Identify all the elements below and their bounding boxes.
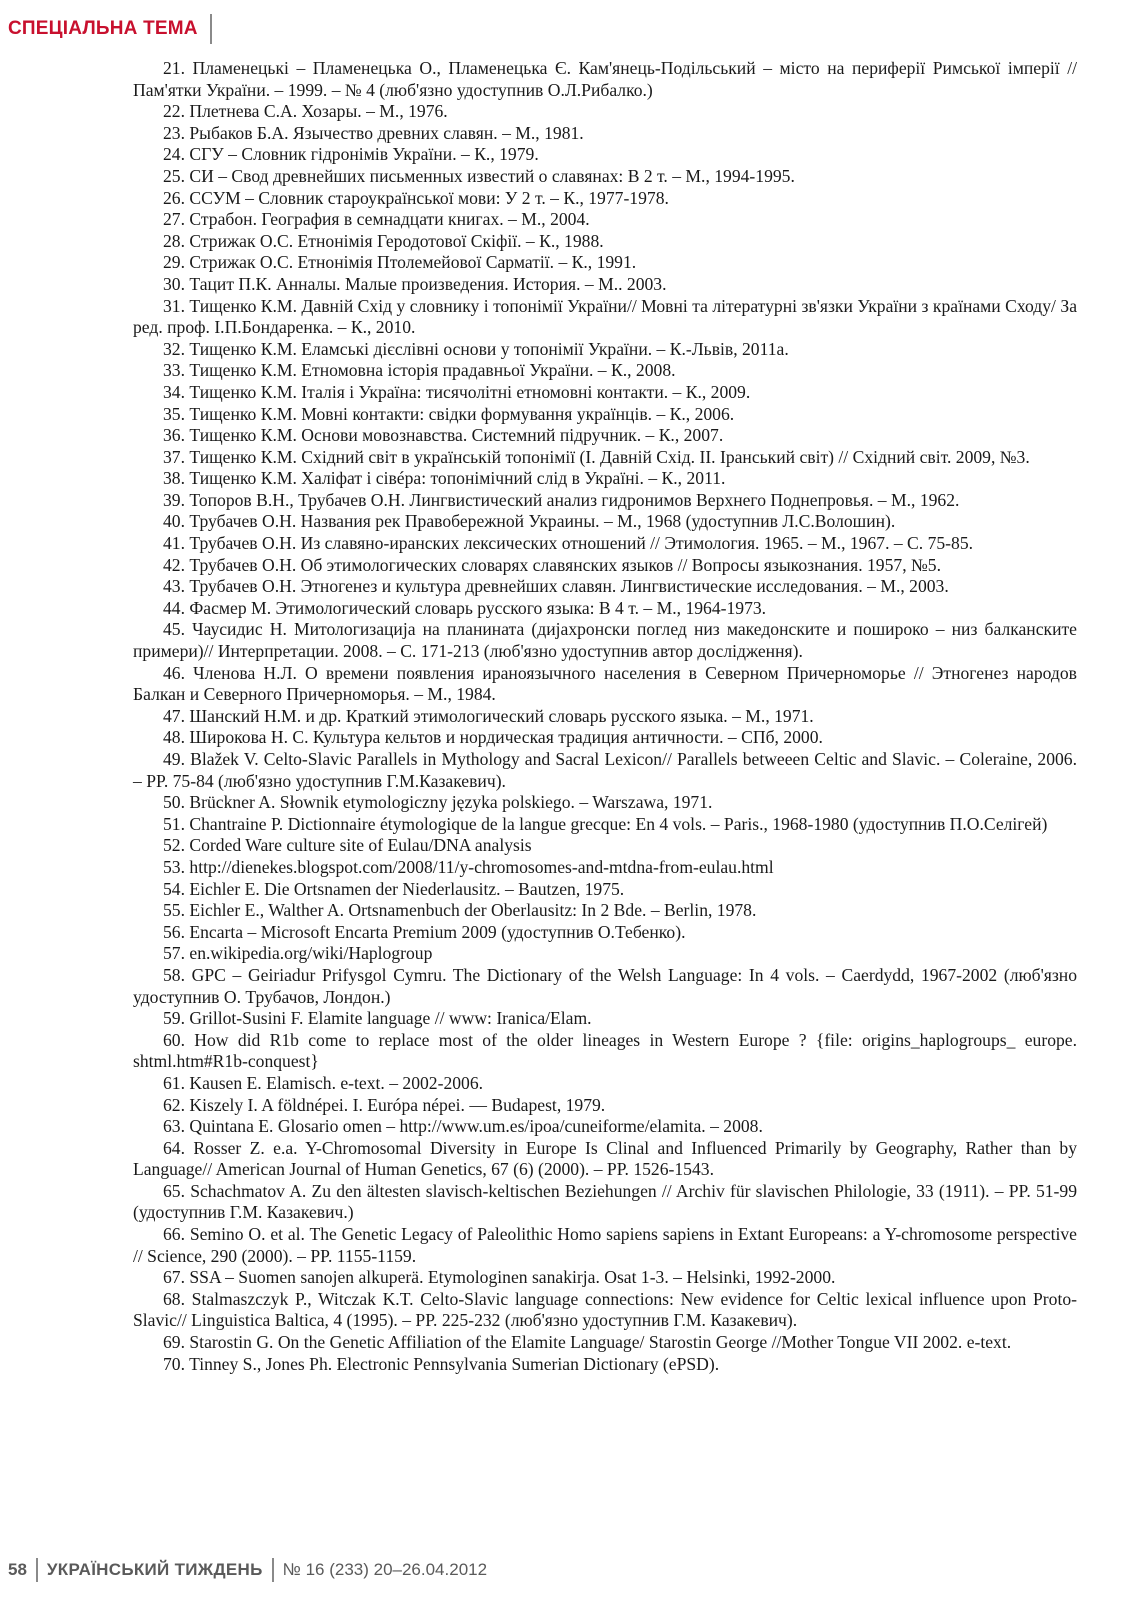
reference-item: 39. Топоров В.Н., Трубачев О.Н. Лингвистический анализ гидронимов Верхнего Поднепровья. – М., 1962. (163, 489, 960, 510)
reference-item: 38. Тищенко К.М. Халіфат і сівéра: топонімічний слід в Україні. – К., 2011. (163, 468, 726, 489)
reference-item: 69. Starostin G. On the Genetic Affiliation of the Elamite Language/ Starostin George //Mother Tongue VII 2002. e-text. (163, 1332, 1012, 1353)
reference-item: 64. Rosser Z. e.a. Y-Chromosomal Diversity in Europe Is Clinal and Influenced Primarily by Geography, Rather than by Language// American Journal of Human Genetics, 67 (6) (2000). – PP. 1526-1543. (133, 1137, 1077, 1180)
reference-item: 30. Тацит П.К. Анналы. Малые произведения. История. – М.. 2003. (163, 273, 667, 294)
reference-item: 24. СГУ – Словник гідронімів України. – К., 1979. (163, 144, 539, 165)
reference-item: 37. Тищенко К.М. Східний світ в українській топонімії (І. Давній Схід. ІІ. Іранський світ) // Східний світ. 2009, №3. (163, 446, 1030, 467)
reference-item: 26. ССУМ – Словник староукраїнської мови: У 2 т. – К., 1977-1978. (163, 187, 669, 208)
footer-divider (272, 1558, 274, 1582)
reference-item: 49. Blažek V. Celto-Slavic Parallels in Mythology and Sacral Lexicon// Parallels betweeen Celtic and Slavic. – Coleraine, 2006. – PP. 75-84 (люб'язно удоступнив Г.М.Казакевич). (133, 749, 1077, 791)
reference-item: 65. Schachmatov A. Zu den ältesten slavisch-keltischen Beziehungen // Archiv für slavischen Philologie, 33 (1911). – PP. 51-99 (удоступнив Г.М. Казакевич.) (133, 1180, 1077, 1223)
reference-item: 55. Eichler E., Walther A. Ortsnamenbuch der Oberlausitz: In 2 Bde. – Berlin, 1978. (163, 900, 757, 921)
reference-item: 32. Тищенко К.М. Еламські дієслівні основи у топонімії України. – К.-Львів, 2011а. (163, 338, 789, 359)
reference-item: 28. Стрижак О.С. Етнонімія Геродотової Скіфії. – К., 1988. (163, 230, 604, 251)
reference-item: 29. Стрижак О.С. Етнонімія Птолемейової Сарматії. – К., 1991. (163, 252, 637, 273)
reference-item: 56. Encarta – Microsoft Encarta Premium 2009 (удоступнив О.Тебенко). (163, 921, 686, 942)
section-header (8, 14, 212, 44)
reference-item: 48. Широкова Н. С. Культура кельтов и нордическая традиция античности. – СПб, 2000. (163, 727, 823, 748)
reference-item: 21. Пламенецькі – Пламенецька О., Пламенецька Є. Кам'янець-Подільський – місто на периферії Римської імперії // Пам'ятки України. – 1999. – № 4 (люб'язно удоступнив О.Л.Рибалко.) (133, 58, 1077, 100)
section-title: СПЕЦІАЛЬНА ТЕМА (8, 18, 198, 39)
section-divider (210, 14, 212, 44)
reference-item: 42. Трубачев О.Н. Об этимологических словарях славянских языков // Вопросы языкознания. 1957, №5. (163, 554, 941, 575)
reference-item: 61. Kausen E. Elamisch. e-text. – 2002-2006. (163, 1072, 484, 1093)
reference-item: 36. Тищенко К.М. Основи мовознавства. Системний підручник. – К., 2007. (163, 425, 724, 446)
reference-item: 23. Рыбаков Б.А. Язычество древних славян. – М., 1981. (163, 122, 584, 143)
reference-item: 44. Фасмер М. Этимологический словарь русского языка: В 4 т. – М., 1964-1973. (163, 597, 767, 618)
issue-info: № 16 (233) 20–26.04.2012 (282, 1560, 488, 1579)
reference-item: 43. Трубачев О.Н. Этногенез и культура древнейших славян. Лингвистические исследования. – М., 2003. (163, 576, 949, 597)
reference-item: 68. Stalmaszczyk P., Witczak K.T. Celto-Slavic language connections: New evidence for Celtic lexical influence upon Proto-Slavic// Linguistica Baltica, 4 (1995). – PP. 225-232 (люб'язно удоступнив Г.М. Казакевич). (133, 1288, 1077, 1331)
magazine-title: УКРАЇНСЬКИЙ ТИЖДЕНЬ (46, 1560, 263, 1579)
reference-item: 53. http://dienekes.blogspot.com/2008/11/y-chromosomes-and-mtdna-from-eulau.html (163, 856, 774, 877)
reference-item: 51. Chantraine P. Dictionnaire étymologique de la langue grecque: En 4 vols. – Paris., 1968-1980 (удоступнив П.О.Селігей) (163, 813, 1048, 834)
reference-item: 41. Трубачев О.Н. Из славяно-иранских лексических отношений // Этимология. 1965. – М., 1967. – С. 75-85. (163, 533, 974, 554)
reference-item: 40. Трубачев О.Н. Названия рек Правобережной Украины. – М., 1968 (удоступнив Л.С.Волошин). (163, 511, 896, 532)
reference-item: 27. Страбон. География в семнадцати книгах. – М., 2004. (163, 209, 590, 230)
reference-item: 62. Kiszely I. A földnépei. I. Európa népei. — Budapest, 1979. (163, 1094, 606, 1115)
reference-item: 22. Плетнева С.А. Хозары. – М., 1976. (163, 101, 448, 122)
reference-item: 67. SSA – Suomen sanojen alkuperä. Etymologinen sanakirja. Osat 1-3. – Helsinki, 1992-2000. (163, 1267, 836, 1288)
reference-item: 45. Чаусидис Н. Митологизација на планината (дијахронски поглед низ македонските и пошироко – низ балканските примери)// Интерпретации. 2008. – С. 171-213 (люб'язно удоступнив автор дослідження). (133, 619, 1077, 662)
reference-list (133, 58, 1077, 1375)
reference-item: 52. Corded Ware culture site of Eulau/DNA analysis (163, 835, 532, 856)
reference-item: 31. Тищенко К.М. Давній Схід у словнику і топонімії України// Мовні та літературні зв'язки України з країнами Сходу/ За ред. проф. І.П.Бондаренка. – К., 2010. (133, 295, 1077, 338)
page-footer (8, 1556, 487, 1584)
page-number: 58 (8, 1560, 27, 1579)
reference-item: 60. How did R1b come to replace most of the older lineages in Western Europe ? {file: origins_haplogroups_ europe. shtml.htm#R1b-conquest} (133, 1029, 1077, 1072)
reference-item: 59. Grillot-Susini F. Elamite language // www: Iranica/Elam. (163, 1008, 592, 1029)
reference-item: 33. Тищенко К.М. Етномовна історія прадавньої України. – К., 2008. (163, 360, 676, 381)
reference-item: 25. СИ – Свод древнейших письменных известий о славянах: В 2 т. – М., 1994-1995. (163, 165, 795, 186)
reference-item: 35. Тищенко К.М. Мовні контакти: свідки формування українців. – К., 2006. (163, 403, 735, 424)
reference-item: 70. Tinney S., Jones Ph. Electronic Pennsylvania Sumerian Dictionary (ePSD). (163, 1353, 720, 1374)
reference-item: 58. GPC – Geiriadur Prifysgol Cymru. The Dictionary of the Welsh Language: In 4 vols. – Caerdydd, 1967-2002 (люб'язно удоступнив О. Трубачов, Лондон.) (133, 964, 1077, 1007)
reference-item: 54. Eichler E. Die Ortsnamen der Niederlausitz. – Bautzen, 1975. (163, 878, 625, 899)
footer-divider (36, 1558, 38, 1582)
reference-item: 34. Тищенко К.М. Італія і Україна: тисячолітні етномовні контакти. – К., 2009. (163, 381, 751, 402)
reference-item: 47. Шанский Н.М. и др. Краткий этимологический словарь русского языка. – М., 1971. (163, 705, 814, 726)
reference-item: 66. Semino O. et al. The Genetic Legacy of Paleolithic Homo sapiens sapiens in Extant Europeans: a Y-chromosome perspective // Science, 290 (2000). – PP. 1155-1159. (133, 1224, 1077, 1266)
reference-item: 57. en.wikipedia.org/wiki/Haplogroup (163, 943, 433, 964)
reference-item: 63. Quintana E. Glosario omen – http://www.um.es/ipoa/cuneiforme/elamita. – 2008. (163, 1116, 763, 1137)
reference-item: 46. Членова Н.Л. О времени появления ираноязычного населения в Северном Причерноморье // Этногенез народов Балкан и Северного Причерноморья. – М., 1984. (133, 662, 1077, 705)
reference-item: 50. Brückner A. Słownik etymologiczny języka polskiego. – Warszawa, 1971. (163, 792, 713, 813)
